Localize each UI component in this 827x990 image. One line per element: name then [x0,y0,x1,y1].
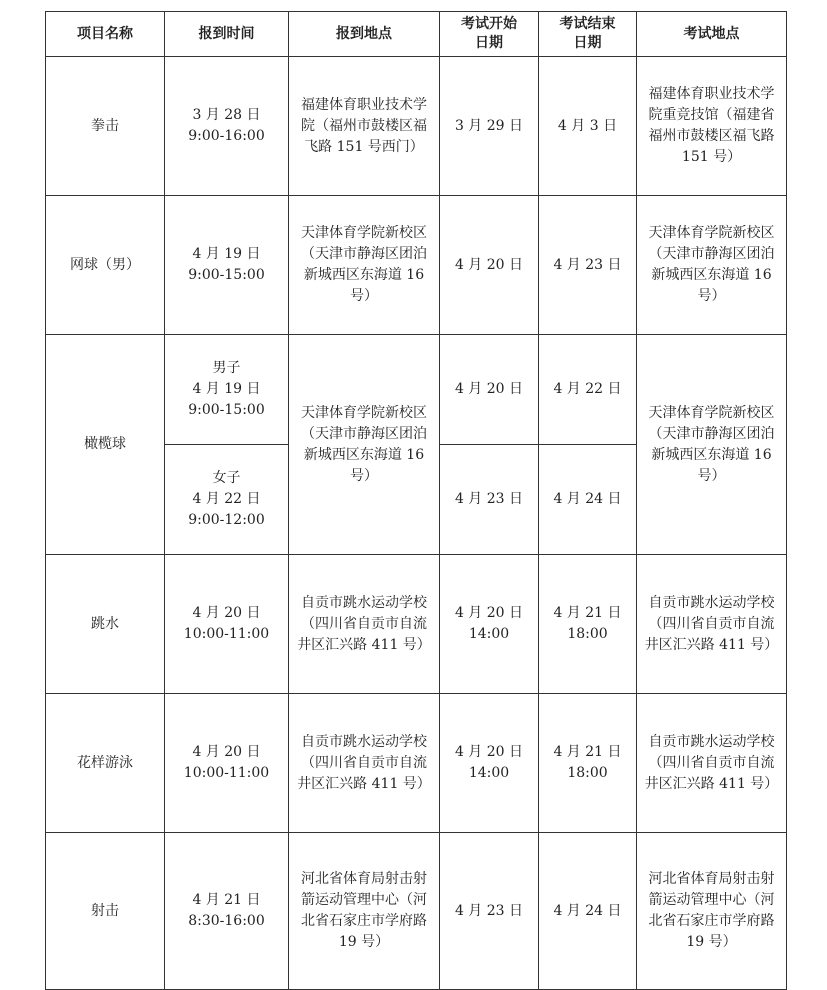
table-row [46,57,787,196]
cell-exam-start: 3 月 29 日 [440,57,539,196]
table-header-row [46,12,787,57]
cell-exam-end: 4 月 3 日 [539,57,637,196]
table-row [46,833,787,990]
cell-exam-end: 4 月 21 日 18:00 [539,555,637,694]
cell-reg-place: 自贡市跳水运动学校（四川省自贡市自流井区汇兴路 411 号） [289,694,440,833]
table-row [46,694,787,833]
header-exam-place: 考试地点 [637,12,787,57]
cell-reg-time-male: 男子 4 月 19 日 9:00-15:00 [165,335,289,445]
cell-exam-place: 自贡市跳水运动学校（四川省自贡市自流井区汇兴路 411 号） [637,555,787,694]
table-row [46,196,787,335]
cell-project: 网球（男） [46,196,165,335]
cell-exam-end: 4 月 24 日 [539,833,637,990]
header-reg-time: 报到时间 [165,12,289,57]
cell-exam-start: 4 月 20 日 14:00 [440,555,539,694]
cell-exam-start-male: 4 月 20 日 [440,335,539,445]
cell-exam-place: 天津体育学院新校区（天津市静海区团泊新城西区东海道 16 号） [637,335,787,555]
cell-reg-time: 4 月 19 日 9:00-15:00 [165,196,289,335]
cell-reg-time: 4 月 20 日 10:00-11:00 [165,694,289,833]
cell-project: 花样游泳 [46,694,165,833]
cell-exam-start: 4 月 20 日 [440,196,539,335]
cell-reg-place: 河北省体育局射击射箭运动管理中心（河北省石家庄市学府路 19 号） [289,833,440,990]
header-exam-end: 考试结束 日期 [539,12,637,57]
cell-exam-start-female: 4 月 23 日 [440,445,539,555]
exam-schedule-table [45,11,787,990]
cell-reg-time: 3 月 28 日 9:00-16:00 [165,57,289,196]
cell-reg-time: 4 月 21 日 8:30-16:00 [165,833,289,990]
table-row [46,335,787,445]
cell-exam-place: 自贡市跳水运动学校（四川省自贡市自流井区汇兴路 411 号） [637,694,787,833]
cell-exam-place: 天津体育学院新校区（天津市静海区团泊新城西区东海道 16 号） [637,196,787,335]
cell-project: 橄榄球 [46,335,165,555]
cell-project: 跳水 [46,555,165,694]
cell-exam-end-male: 4 月 22 日 [539,335,637,445]
cell-reg-place: 天津体育学院新校区（天津市静海区团泊新城西区东海道 16 号） [289,335,440,555]
cell-reg-place: 福建体育职业技术学院（福州市鼓楼区福飞路 151 号西门） [289,57,440,196]
header-project: 项目名称 [46,12,165,57]
cell-reg-place: 自贡市跳水运动学校（四川省自贡市自流井区汇兴路 411 号） [289,555,440,694]
cell-exam-start: 4 月 20 日 14:00 [440,694,539,833]
cell-project: 射击 [46,833,165,990]
cell-exam-start: 4 月 23 日 [440,833,539,990]
header-reg-place: 报到地点 [289,12,440,57]
cell-exam-end: 4 月 23 日 [539,196,637,335]
header-exam-start: 考试开始 日期 [440,12,539,57]
cell-exam-end-female: 4 月 24 日 [539,445,637,555]
cell-exam-end: 4 月 21 日 18:00 [539,694,637,833]
cell-reg-time: 4 月 20 日 10:00-11:00 [165,555,289,694]
cell-project: 拳击 [46,57,165,196]
cell-reg-time-female: 女子 4 月 22 日 9:00-12:00 [165,445,289,555]
cell-exam-place: 河北省体育局射击射箭运动管理中心（河北省石家庄市学府路 19 号） [637,833,787,990]
table-row [46,555,787,694]
cell-exam-place: 福建体育职业技术学院重竞技馆（福建省福州市鼓楼区福飞路 151 号） [637,57,787,196]
cell-reg-place: 天津体育学院新校区（天津市静海区团泊新城西区东海道 16 号） [289,196,440,335]
